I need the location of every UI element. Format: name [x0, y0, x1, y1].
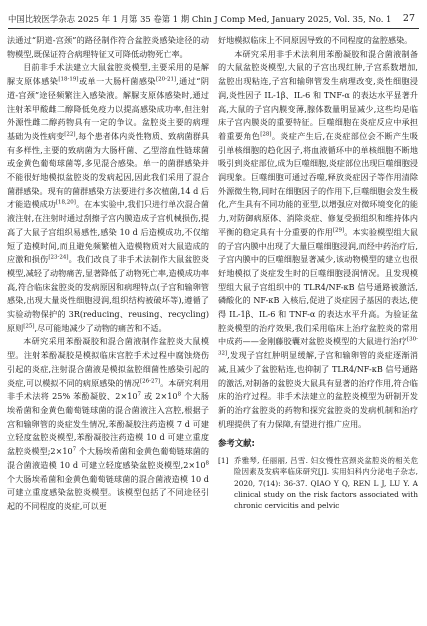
- superscript: 8: [177, 391, 182, 398]
- paragraph-text: 好地模拟临床上不同原因导致的不同程度的盆腔感染。: [218, 35, 413, 45]
- paragraph-text: 。在本实验中,我们只进行单次混合菌液注射,在注射时通过刮擦子宫内膜造成子宫机械损伤,提高了大鼠子宫组织易感性,感染 10 d 后造模成功,不仅缩短了造模时间,而且避免频繁植入造模物质对大鼠造成的应激和损伤: [7, 199, 209, 265]
- paragraph-text: 或单一大肠杆菌感染: [78, 76, 156, 87]
- reference-text-en: QIAO Y Q, REN L J, LU Y. A clinical study on the risk factors associated with chronic cervicitis and pelvic: [234, 478, 418, 510]
- paragraph: [218, 48, 418, 432]
- paragraph-text: 法通过“阴道-宫颈”的路径制作符合盆腔炎感染途径的动物模型,既保证符合病理特征又可降低动物死亡率。: [7, 35, 209, 59]
- citation: [18,20]: [55, 199, 76, 206]
- citation: [22]: [64, 131, 76, 138]
- paragraph-text: 个大肠埃希菌和金黄色葡萄链球菌的混合菌液造模 10 d 可建立轻度感染盆腔炎模型,2×10: [7, 446, 209, 470]
- citation: [30-32]: [218, 336, 418, 357]
- superscript: 7: [137, 391, 142, 398]
- citation: [29]: [332, 227, 345, 234]
- paragraph: [218, 34, 418, 48]
- page-number: 27: [402, 13, 415, 24]
- running-header: [8, 10, 419, 29]
- paragraph-text: ,发现子宫红肿明显缓解,子宫和输卵管的炎症逐渐消减,且减少了盆腔粘连,也抑制了 TLR4/NF-κB 信号通路的激活,对制备的盆腔炎大鼠具有显著的治疗作用,符合临床的治疗过程。非手术法建立的盆腔炎模型为研制开发新的治疗盆腔炎的药物和探究盆腔炎的发病机制和治疗机理提供了有力保障,有望进行推广应用。: [218, 350, 418, 429]
- citation: [18-19]: [58, 76, 79, 83]
- citation: [25]: [23, 323, 35, 330]
- paragraph-text: 个大肠埃希菌和金黄色葡萄链球菌的混合菌液造模 10 d 可建立重度感染盆腔炎模型。该模型包括了不同途径引起的不同程度的炎症,可以更: [7, 473, 209, 511]
- paragraph-text: ,尽可能地减少了动物的痛苦和不适。: [34, 322, 167, 333]
- paragraph-text: ,每个患者体内炎性物质、致病菌群具有多样性,主要的致病菌为大肠杆菌、乙型溶血性链球菌或金黄色葡萄球菌等,多见混合感染。单一的菌群感染并不能很好地模拟盆腔炎的发病起因,因此我们采用了混合菌群感染。现有的菌群感染方法要进行多次植菌,14 d 后才能造模成功: [7, 130, 209, 210]
- citation: [23-24]: [48, 254, 69, 261]
- journal-citation: 中国比较医学杂志 2025 年 1 月第 35 卷第 1 期 Chin J Comp Med, January 2025, Vol. 35, No. 1: [8, 14, 392, 24]
- reference-number: [1]: [218, 456, 229, 466]
- paragraph-text: ,通过“阴道-宫颈”途径频繁注入感染液。解脲支原体感染时,通过注射苯甲酸雌二醇降低免疫力以提高感染成功率,但注射外源性雌二醇药物具有一定的争议。盆腔炎主要的病理基础为炎性病变: [7, 76, 209, 141]
- paragraph-text: 个大肠埃希菌和金黄色葡萄链球菌的混合菌液注入宫腔,根据子宫和输卵管的炎症发生情况,苯酚凝胶注药造模 7 d 可建立轻度盆腔炎模型,苯酚凝胶注药造模 10 d 可建立重度盆腔炎模型;2×10: [7, 391, 209, 457]
- paragraph: [7, 61, 209, 335]
- paragraph-text: 。本研究利用非手术法将 25% 苯酚凝胶、2×10: [7, 377, 209, 402]
- paragraph-text: 。我们改良了非手术法制作大鼠盆腔炎模型,减轻了动物痛苦,显著降低了动物死亡率,造模成功率高,符合临床盆腔炎的发病原因和病理特点(子宫和输卵管感染,出现大量炎性细胞浸润,组织结构被破坏等),遵循了实验动物保护的 3R(reducing、reusing、recycling)原则: [7, 254, 209, 333]
- citation: [28]: [260, 131, 272, 138]
- superscript: 8: [205, 460, 209, 467]
- paragraph-text: 目前非手术法建立大鼠盆腔炎模型,主要采用的是解脲支原体感染: [7, 62, 209, 87]
- citation: [26-27]: [139, 377, 161, 384]
- reference-body: [234, 455, 418, 511]
- superscript: 7: [72, 446, 77, 453]
- left-column: [7, 34, 209, 626]
- paragraph-text: 。炎症产生后,在炎症部位会不断产生吸引单核细胞的趋化因子,将血液循环中的单核细胞不断地吸引到炎症部位,成为巨噬细胞,炎症部位出现巨噬细胞浸润现象。巨噬细胞可通过吞噬,释放炎症因子等作用清除外源微生物,同时在细胞因子的作用下,巨噬细胞会发生极化,产生具有不同功能的亚型,以增强应对微环境变化的能力,对防御病原体、消除炎症、修复受损组织和维持体内平衡的稳定具有十分重要的作用: [218, 130, 418, 237]
- paragraph-text: 。本实验模型组大鼠的子宫内膜中出现了大量巨噬细胞浸润,而经中药治疗后,子宫内膜中的巨噬细胞显著减少,该动物模型的建立也很好地模拟了炎症发生时的巨噬细胞浸润情况。且发现模型组大鼠子宫组织中的 TLR4/NF-κB 信号通路被激活,磷酸化的 NF-κB 入核后,促进了炎症因子基因的表达,使得 IL-1β、IL-6 和 TNF-α 的表达水平升高。为验证盆腔炎模型的治疗效果,我们采用临床上治疗盆腔炎的常用中成药——金刚藤胶囊对盆腔炎模型的大鼠进行治疗: [218, 226, 418, 347]
- references-heading: 参考文献:: [218, 438, 255, 449]
- citation: [20-21]: [155, 76, 177, 83]
- paragraph-text: 或 2×10: [141, 391, 178, 402]
- paragraph-text: 本研究采用非手术法利用苯酚凝胶和混合菌液制备的大鼠盆腔炎模型,大鼠的子宫出现红肿,子宫系数增加,盆腔出现粘连,子宫和输卵管发生病理改变,炎性细胞浸润,炎性因子 IL-1β、IL-6 和 TNF-α 的表达水平显著升高,大鼠的子宫内膜变薄,腺体数量明显减少,这些均是临床子宫内膜炎的重要特征。巨噬细胞在炎症反应中承担着重要角色: [218, 48, 418, 141]
- right-column: [218, 34, 418, 626]
- reference-text-zh: 乔雅琴, 任丽丽, 吕雪. 妇女慢性宫颈炎盆腔炎的相关危险因素及发病率临床研究[J]. 实用妇科内分泌电子杂志, 2020, 7(14): 36-37.: [234, 456, 418, 488]
- reference-item: [218, 455, 418, 511]
- paragraph: [7, 335, 209, 513]
- paragraph: [7, 34, 209, 61]
- paragraph-text: 本研究采用苯酚凝胶和混合菌液制作盆腔炎大鼠模型。注射苯酚凝胶是模拟临床宫腔手术过程中腐蚀烧伤引起的炎症,注射混合菌液是模拟盆腔细菌性感染引起的炎症,可以模拟不同的病原感染的情况: [7, 336, 209, 388]
